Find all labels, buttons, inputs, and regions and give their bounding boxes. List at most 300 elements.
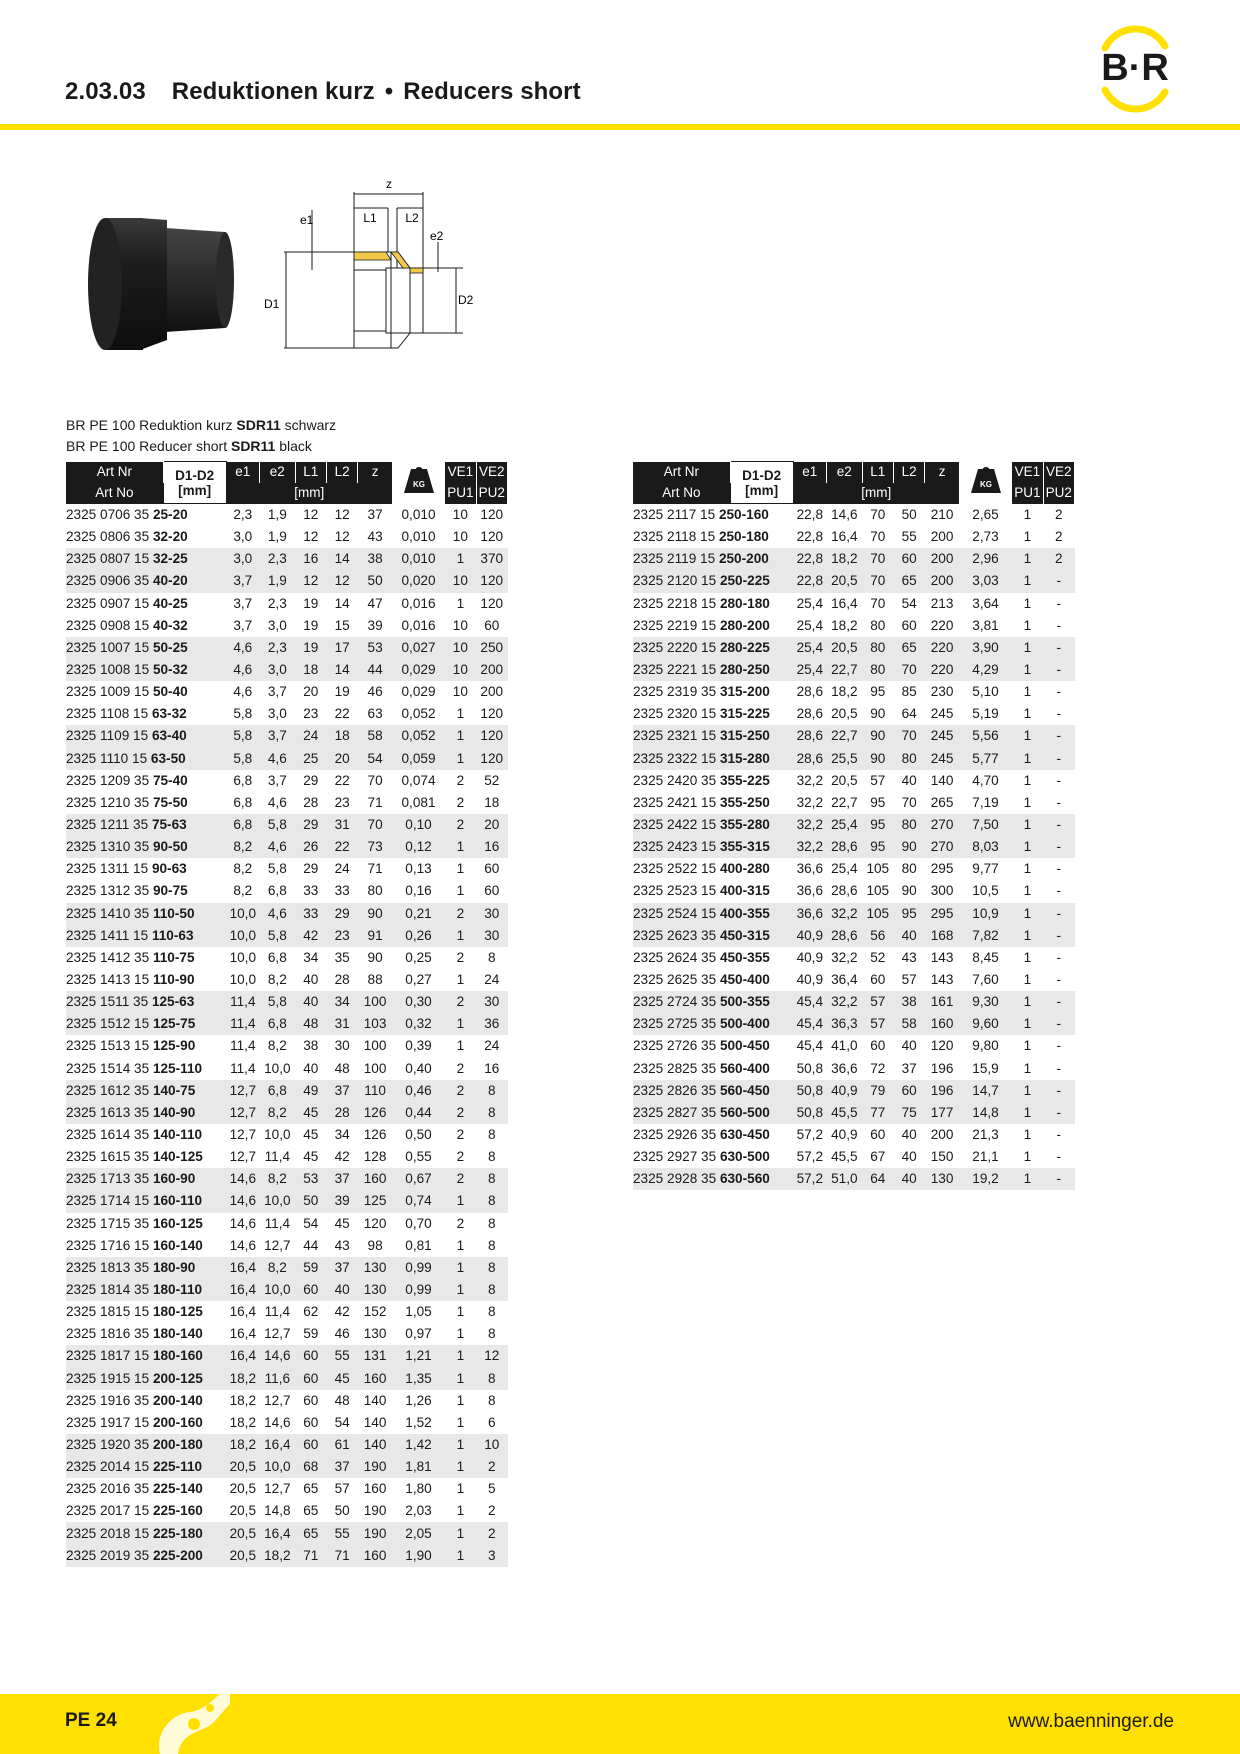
- cell-ve2: 200: [480, 684, 504, 700]
- cell-L2: 45: [334, 1370, 350, 1386]
- cell-L1: 40: [303, 972, 319, 988]
- cell-e2: 4,6: [267, 839, 287, 855]
- article-number: 2325 2321 15: [633, 728, 720, 744]
- cell-L2: 70: [901, 794, 917, 810]
- cell-z: 38: [367, 551, 383, 567]
- article-cell: [633, 1124, 793, 1146]
- cell-ve1: 10: [452, 506, 468, 522]
- website-link[interactable]: www.baenninger.de: [1008, 1711, 1174, 1732]
- cell-z: 160: [930, 1016, 954, 1032]
- col-L2: L2: [893, 462, 924, 483]
- article-number: 2325 1613 35: [66, 1104, 153, 1120]
- cell-weight: 0,55: [405, 1149, 432, 1165]
- dimension-d1-d2: 160-140: [152, 1237, 203, 1253]
- cell-e1: 22,8: [796, 506, 824, 522]
- article-cell: [66, 703, 226, 725]
- cell-weight: 14,7: [972, 1082, 999, 1098]
- article-cell: [633, 1058, 793, 1080]
- cell-weight: 7,60: [972, 972, 999, 988]
- cell-weight: 21,1: [972, 1149, 999, 1165]
- cell-weight: 8,03: [972, 839, 999, 855]
- article-cell: [633, 770, 793, 792]
- col-L2: L2: [326, 462, 357, 483]
- cell-ve1: 1: [456, 1016, 465, 1032]
- cell-weight: 0,16: [405, 883, 432, 899]
- cell-ve1: 1: [1023, 883, 1032, 899]
- article-number: 2325 1815 15: [66, 1304, 153, 1320]
- cell-L2: 15: [334, 617, 350, 633]
- cell-ve2: 30: [484, 994, 500, 1010]
- cell-e1: 4,6: [233, 662, 253, 678]
- cell-L2: 85: [901, 684, 917, 700]
- cell-L1: 53: [303, 1171, 319, 1187]
- cell-L2: 12: [334, 573, 350, 589]
- svg-text:KG: KG: [979, 479, 992, 489]
- cell-ve2: -: [1056, 617, 1062, 633]
- cell-weight: 0,97: [405, 1326, 432, 1342]
- cell-L1: 12: [303, 506, 319, 522]
- col-mm-unit: [mm]: [226, 483, 392, 504]
- cell-z: 177: [930, 1104, 954, 1120]
- table-row: [66, 681, 508, 703]
- weight-kg-icon: [959, 462, 1011, 504]
- cell-weight: 0,010: [401, 506, 436, 522]
- article-cell: [66, 1522, 226, 1544]
- dimension-d1-d2: 315-225: [719, 706, 770, 722]
- dimension-d1-d2: 50-25: [152, 639, 188, 655]
- cell-z: 100: [363, 1060, 387, 1076]
- cell-L1: 18: [303, 662, 319, 678]
- article-number: 2325 2016 35: [66, 1481, 153, 1497]
- cell-z: 120: [363, 1215, 387, 1231]
- article-number: 2325 2219 15: [633, 617, 720, 633]
- article-number: 2325 1916 35: [66, 1392, 153, 1408]
- reducer-product-image: [85, 210, 235, 360]
- table-row: [66, 1345, 508, 1367]
- cell-L2: 14: [334, 595, 350, 611]
- cell-e1: 40,9: [796, 927, 824, 943]
- cell-z: 70: [367, 772, 383, 788]
- cell-e2: 8,2: [267, 1171, 287, 1187]
- cell-e1: 12,7: [229, 1127, 257, 1142]
- cell-e1: 50,8: [796, 1060, 824, 1076]
- cell-L2: 12: [334, 529, 350, 545]
- cell-ve1: 1: [456, 551, 465, 567]
- cell-ve1: 1: [456, 1392, 465, 1408]
- col-e2: e2: [260, 462, 296, 483]
- cell-ve2: -: [1056, 883, 1062, 899]
- cell-e1: 8,2: [233, 883, 253, 899]
- article-cell: [633, 615, 793, 637]
- article-cell: [66, 1412, 226, 1434]
- svg-text:KG: KG: [412, 479, 425, 489]
- article-number: 2325 2825 35: [633, 1060, 720, 1076]
- cell-ve2: 60: [484, 883, 500, 899]
- cell-ve2: -: [1056, 817, 1062, 833]
- table-row: [633, 526, 1075, 548]
- article-number: 2325 2522 15: [633, 861, 720, 877]
- col-mm-unit: [mm]: [793, 483, 959, 504]
- article-cell: [633, 792, 793, 814]
- cell-ve1: 2: [456, 794, 465, 810]
- label-D2: D2: [458, 293, 474, 307]
- cell-weight: 10,5: [972, 883, 999, 899]
- cell-ve1: 1: [456, 883, 465, 899]
- cell-L2: 80: [901, 750, 917, 766]
- cell-ve2: -: [1056, 573, 1062, 589]
- header-accent-bar: [0, 124, 1240, 130]
- cell-e1: 40,9: [796, 949, 824, 965]
- cell-L1: 79: [870, 1082, 886, 1098]
- cell-ve2: -: [1056, 972, 1062, 988]
- cell-e2: 22,7: [831, 662, 858, 678]
- cell-e2: 36,6: [831, 1060, 858, 1076]
- table-row: [66, 1522, 508, 1544]
- cell-ve2: 370: [480, 551, 504, 567]
- dimension-d1-d2: 90-50: [152, 839, 188, 855]
- table-row: [66, 1545, 508, 1567]
- article-number: 2325 1511 35: [66, 994, 152, 1010]
- col-pu2: PU2: [1043, 483, 1074, 504]
- cell-weight: 0,016: [401, 617, 436, 633]
- cell-L2: 19: [334, 684, 350, 700]
- dimension-d1-d2: 280-180: [719, 595, 770, 611]
- cell-L1: 19: [303, 639, 319, 655]
- table-row: [633, 925, 1075, 947]
- cell-z: 245: [930, 728, 954, 744]
- cell-weight: 0,99: [405, 1281, 432, 1297]
- cell-e2: 14,8: [264, 1503, 291, 1519]
- article-cell: [66, 1146, 226, 1168]
- table-row: [633, 792, 1075, 814]
- cell-z: 70: [367, 817, 383, 833]
- article-cell: [66, 1213, 226, 1235]
- cell-e1: 2,3: [233, 506, 253, 522]
- cell-z: 58: [367, 728, 383, 744]
- logo-text: B·R: [1101, 47, 1169, 89]
- label-e2: e2: [430, 229, 444, 243]
- cell-e1: 36,6: [796, 861, 824, 877]
- article-number: 2325 2017 15: [66, 1503, 153, 1519]
- cell-L2: 57: [901, 972, 917, 988]
- cell-L1: 29: [303, 861, 319, 877]
- cell-L2: 40: [901, 772, 917, 788]
- cell-ve1: 1: [456, 1436, 465, 1452]
- cell-weight: 15,9: [972, 1060, 999, 1076]
- article-number: 2325 2119 15: [633, 551, 719, 567]
- dimension-d1-d2: 32-20: [152, 529, 188, 545]
- cell-e1: 32,2: [796, 772, 824, 788]
- cell-ve2: 8: [487, 1237, 496, 1253]
- table-row: [66, 1434, 508, 1456]
- cell-e2: 28,6: [831, 927, 858, 943]
- cell-e1: 3,7: [233, 617, 253, 633]
- table-row: [633, 681, 1075, 703]
- cell-e2: 18,2: [831, 551, 858, 567]
- cell-e1: 57,2: [796, 1149, 824, 1165]
- cell-z: 63: [367, 706, 383, 722]
- cell-ve1: 1: [1023, 1038, 1032, 1054]
- cell-weight: 0,25: [405, 949, 432, 965]
- dimension-d1-d2: 355-250: [719, 794, 770, 810]
- article-number: 2325 1209 35: [66, 772, 153, 788]
- cell-ve2: 8: [487, 1326, 496, 1342]
- cell-e2: 3,7: [267, 772, 287, 788]
- cell-z: 220: [930, 617, 954, 633]
- cell-ve2: 24: [484, 972, 500, 988]
- label-L2: L2: [405, 211, 419, 225]
- cell-e2: 20,5: [831, 573, 858, 589]
- cell-e1: 16,4: [229, 1281, 257, 1297]
- cell-ve1: 1: [1023, 927, 1032, 943]
- cell-L2: 50: [334, 1503, 350, 1519]
- cell-L1: 70: [870, 551, 886, 567]
- table-row: [633, 770, 1075, 792]
- col-ve1: VE1: [1012, 462, 1043, 483]
- table-row: [66, 1102, 508, 1124]
- cell-L2: 60: [901, 617, 917, 633]
- article-number: 2325 1411 15: [66, 927, 152, 943]
- cell-weight: 9,80: [972, 1038, 999, 1054]
- cell-L1: 52: [870, 949, 886, 965]
- cell-e2: 16,4: [831, 595, 858, 611]
- cell-ve2: -: [1056, 1082, 1062, 1098]
- cell-weight: 0,020: [401, 573, 436, 589]
- cell-weight: 0,13: [405, 861, 432, 877]
- article-cell: [66, 1345, 226, 1367]
- article-number: 2325 2724 35: [633, 994, 720, 1010]
- cell-weight: 1,42: [405, 1436, 432, 1452]
- cell-e2: 4,6: [267, 794, 287, 810]
- cell-z: 190: [363, 1503, 387, 1519]
- table-row: [633, 1080, 1075, 1102]
- cell-weight: 0,44: [405, 1104, 432, 1120]
- article-number: 2325 1512 15: [66, 1016, 153, 1032]
- cell-weight: 0,10: [405, 817, 432, 833]
- col-L1: L1: [862, 462, 893, 483]
- cell-L2: 31: [334, 1016, 350, 1032]
- cell-ve2: -: [1056, 706, 1062, 722]
- cell-ve1: 1: [456, 750, 465, 766]
- dimension-d1-d2: 355-280: [719, 817, 770, 833]
- cell-e2: 4,6: [267, 905, 287, 921]
- dimension-d1-d2: 140-90: [152, 1104, 196, 1120]
- cell-L1: 80: [870, 662, 886, 678]
- cell-L1: 50: [303, 1193, 319, 1209]
- cell-L1: 57: [870, 1016, 886, 1032]
- footer-decoration-icon: [150, 1694, 230, 1754]
- table-row: [66, 570, 508, 592]
- cell-ve1: 1: [1023, 772, 1032, 788]
- cell-ve1: 1: [1023, 1171, 1032, 1187]
- article-number: 2325 1716 15: [66, 1237, 153, 1253]
- cell-z: 160: [363, 1370, 387, 1386]
- cell-e2: 10,0: [264, 1193, 291, 1209]
- cell-z: 160: [363, 1481, 387, 1497]
- table-row: [633, 947, 1075, 969]
- cell-e2: 25,4: [831, 817, 858, 833]
- cell-L2: 70: [901, 728, 917, 744]
- cell-e1: 57,2: [796, 1171, 824, 1187]
- cell-z: 150: [930, 1149, 954, 1165]
- cell-ve2: 8: [487, 1215, 496, 1231]
- cell-weight: 0,074: [401, 772, 436, 788]
- cell-ve1: 1: [1023, 861, 1032, 877]
- cell-e1: 50,8: [796, 1082, 824, 1098]
- cell-ve2: 6: [487, 1414, 496, 1430]
- cell-ve1: 1: [1023, 551, 1032, 567]
- article-cell: [66, 570, 226, 592]
- table-row: [66, 1124, 508, 1146]
- dimension-d1-d2: 140-125: [152, 1149, 203, 1165]
- col-e2: e2: [827, 462, 863, 483]
- cell-e1: 14,6: [229, 1193, 257, 1209]
- article-number: 2325 2423 15: [633, 839, 720, 855]
- cell-ve1: 1: [1023, 949, 1032, 965]
- cell-weight: 0,081: [401, 794, 436, 810]
- weight-kg-icon: [392, 462, 444, 504]
- cell-L1: 16: [303, 551, 319, 567]
- cell-e2: 14,6: [264, 1414, 291, 1430]
- cell-e1: 8,2: [233, 861, 253, 877]
- cell-z: 103: [363, 1016, 387, 1032]
- cell-ve2: 250: [480, 639, 504, 655]
- cell-ve2: 8: [487, 1259, 496, 1275]
- cell-ve2: -: [1056, 1038, 1062, 1054]
- cell-e1: 25,4: [796, 617, 824, 633]
- cell-L2: 54: [334, 1414, 350, 1430]
- cell-e1: 45,4: [796, 994, 824, 1010]
- col-art-no: Art No: [66, 483, 163, 504]
- cell-L2: 80: [901, 861, 917, 877]
- cell-L1: 70: [870, 529, 886, 545]
- cell-L2: 22: [334, 772, 350, 788]
- cell-z: 128: [363, 1149, 387, 1165]
- article-cell: [633, 858, 793, 880]
- dimension-d1-d2: 400-355: [719, 905, 770, 921]
- article-cell: [66, 1478, 226, 1500]
- cell-z: 130: [363, 1281, 387, 1297]
- article-cell: [66, 526, 226, 548]
- dimension-d1-d2: 125-90: [152, 1038, 196, 1054]
- article-cell: [633, 1146, 793, 1168]
- cell-L1: 24: [303, 728, 319, 744]
- table-row: [66, 703, 508, 725]
- cell-e2: 10,0: [264, 1459, 291, 1475]
- cell-ve2: 8: [487, 1149, 496, 1165]
- cell-z: 245: [930, 706, 954, 722]
- cell-weight: 3,90: [972, 639, 999, 655]
- cell-e1: 45,4: [796, 1016, 824, 1032]
- cell-L1: 60: [870, 972, 886, 988]
- dimension-d1-d2: 110-75: [152, 949, 195, 965]
- cell-z: 126: [363, 1104, 387, 1120]
- article-number: 2325 1920 35: [66, 1436, 153, 1452]
- cell-L2: 31: [334, 817, 350, 833]
- article-cell: [66, 1545, 226, 1567]
- article-cell: [66, 1168, 226, 1190]
- cell-ve2: 8: [487, 1104, 496, 1120]
- cell-e1: 16,4: [229, 1304, 257, 1320]
- cell-L1: 105: [866, 861, 890, 877]
- cell-e2: 22,7: [831, 728, 858, 744]
- cell-ve2: 120: [480, 529, 504, 545]
- cell-L2: 55: [334, 1525, 350, 1541]
- cell-e2: 45,5: [831, 1149, 858, 1165]
- cell-weight: 0,029: [401, 684, 436, 700]
- dimension-d1-d2: 110-90: [152, 972, 195, 988]
- cell-ve2: 36: [484, 1016, 500, 1032]
- cell-weight: 3,03: [972, 573, 999, 589]
- cell-e2: 10,0: [264, 1127, 291, 1142]
- article-cell: [633, 814, 793, 836]
- label-z: z: [386, 177, 392, 191]
- table-row: [633, 1168, 1075, 1190]
- cell-L2: 22: [334, 706, 350, 722]
- cell-L2: 35: [334, 949, 350, 965]
- cell-L1: 80: [870, 639, 886, 655]
- article-number: 2325 1413 15: [66, 972, 153, 988]
- cell-e1: 28,6: [796, 728, 824, 744]
- table-row: [633, 703, 1075, 725]
- cell-L2: 28: [334, 972, 350, 988]
- cell-ve2: 52: [484, 772, 500, 788]
- cell-e2: 20,5: [831, 772, 858, 788]
- cell-e2: 25,5: [831, 750, 858, 766]
- cell-L2: 42: [334, 1304, 350, 1320]
- cell-z: 125: [363, 1193, 387, 1209]
- cell-ve2: 8: [487, 1281, 496, 1297]
- article-cell: [66, 1390, 226, 1412]
- cell-e2: 8,2: [267, 1038, 287, 1054]
- table-row: [66, 1168, 508, 1190]
- col-e1: e1: [793, 462, 826, 483]
- col-pu1: PU1: [445, 483, 476, 504]
- col-ve2: VE2: [1043, 462, 1074, 483]
- dimension-d1-d2: 75-63: [151, 817, 187, 833]
- article-number: 2325 1311 15: [66, 861, 152, 877]
- table-row: [66, 593, 508, 615]
- article-cell: [66, 925, 226, 947]
- cell-e2: 11,6: [264, 1370, 291, 1386]
- dimension-d1-d2: 110-63: [151, 927, 194, 943]
- cell-ve2: -: [1056, 1104, 1062, 1120]
- table-row: [66, 1235, 508, 1257]
- cell-e1: 14,6: [229, 1215, 257, 1231]
- dimension-d1-d2: 125-63: [151, 994, 195, 1010]
- cell-e2: 28,6: [831, 883, 858, 899]
- table-row: [66, 1257, 508, 1279]
- article-number: 2325 0807 15: [66, 551, 153, 567]
- br-logo: [1085, 28, 1185, 108]
- table-row: [633, 637, 1075, 659]
- cell-ve2: 60: [484, 861, 500, 877]
- article-number: 2325 2322 15: [633, 750, 720, 766]
- cell-e2: 18,2: [264, 1547, 291, 1563]
- cell-e2: 18,2: [831, 684, 858, 700]
- cell-weight: 9,60: [972, 1016, 999, 1032]
- article-cell: [633, 836, 793, 858]
- cell-z: 54: [367, 750, 383, 766]
- table-row: [66, 1301, 508, 1323]
- cell-weight: 0,30: [405, 994, 432, 1010]
- cell-ve1: 1: [456, 1370, 465, 1386]
- article-cell: [633, 1013, 793, 1035]
- cell-z: 200: [930, 1127, 954, 1142]
- cell-L2: 39: [334, 1193, 350, 1209]
- cell-L1: 25: [303, 750, 319, 766]
- cell-L2: 46: [334, 1326, 350, 1342]
